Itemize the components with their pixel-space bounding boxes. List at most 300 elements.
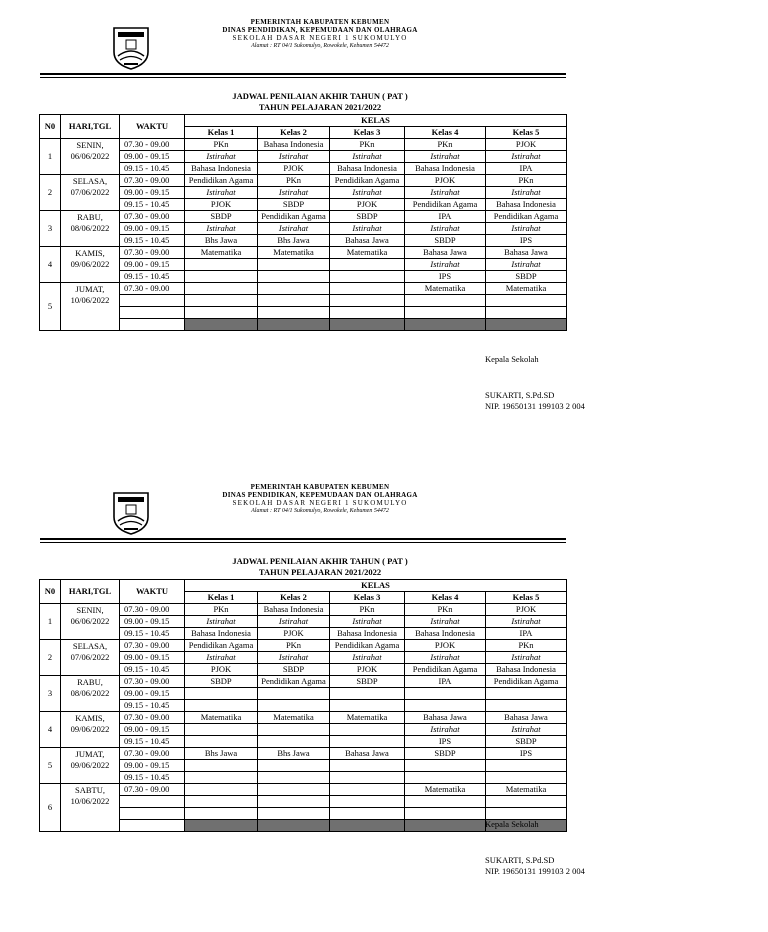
day-date: 10/06/2022: [70, 295, 110, 305]
subject-cell: [185, 688, 258, 700]
time-slot: 09.15 - 10.45: [120, 736, 185, 748]
table-row: [40, 808, 567, 820]
subject-cell: [258, 760, 330, 772]
header-row: [40, 115, 567, 127]
subject-cell: Pendidikan Agama: [486, 676, 567, 688]
time-slot: 09.15 - 10.45: [120, 199, 185, 211]
letterhead-address: Alamat : RT 04/1 Sukomulyo, Rowokele, Kebumen 54472: [251, 43, 389, 49]
subject-cell: [405, 760, 486, 772]
letterhead-rule-thick: [40, 538, 566, 540]
subject-cell: Pendidikan Agama: [330, 175, 405, 187]
subject-cell: SBDP: [330, 211, 405, 223]
signature-block: [485, 855, 585, 877]
day-name: SABTU,: [75, 785, 105, 795]
time-slot: [120, 295, 185, 307]
letterhead-line-1: PEMERINTAH KABUPATEN KEBUMEN: [250, 18, 390, 26]
time-slot: 09.00 - 09.15: [120, 259, 185, 271]
day-date: 08/06/2022: [70, 688, 110, 698]
subject-cell: SBDP: [330, 676, 405, 688]
subject-cell: Pendidikan Agama: [185, 640, 258, 652]
table-row: [40, 163, 567, 175]
day-number: 4: [40, 712, 61, 748]
subject-cell: PKn: [330, 604, 405, 616]
subject-cell: Bahasa Jawa: [405, 712, 486, 724]
time-slot: [120, 796, 185, 808]
subject-cell: PJOK: [258, 628, 330, 640]
time-slot: 09.15 - 10.45: [120, 628, 185, 640]
header-hari-tgl: HARI,TGL: [61, 580, 120, 604]
subject-cell: [405, 772, 486, 784]
subject-cell: Istirahat: [405, 223, 486, 235]
subject-cell: SBDP: [258, 664, 330, 676]
subject-cell: Bhs Jawa: [185, 748, 258, 760]
table-row: [40, 295, 567, 307]
table-row: [40, 652, 567, 664]
subject-cell: Istirahat: [258, 187, 330, 199]
table-row: [40, 211, 567, 223]
subject-cell: [330, 307, 405, 319]
day-name: JUMAT,: [75, 749, 105, 759]
subject-cell: IPS: [486, 748, 567, 760]
subject-cell: [258, 784, 330, 796]
subject-cell: Istirahat: [185, 187, 258, 199]
schedule-subtitle: TAHUN PELAJARAN 2021/2022: [258, 102, 382, 112]
subject-cell: PKn: [185, 139, 258, 151]
day-date: 07/06/2022: [70, 652, 110, 662]
day-number: 2: [40, 640, 61, 676]
letterhead: [200, 483, 440, 515]
subject-cell: [330, 259, 405, 271]
header-kelas-3: Kelas 3: [330, 592, 405, 604]
subject-cell: PKn: [486, 640, 567, 652]
subject-cell: Istirahat: [405, 616, 486, 628]
subject-cell: Bahasa Indonesia: [258, 604, 330, 616]
subject-cell: [330, 271, 405, 283]
table-row: [40, 724, 567, 736]
subject-cell: Bahasa Jawa: [330, 748, 405, 760]
time-slot: 07.30 - 09.00: [120, 748, 185, 760]
subject-cell: Istirahat: [330, 223, 405, 235]
table-row: [40, 199, 567, 211]
subject-cell: Pendidikan Agama: [258, 211, 330, 223]
subject-cell: Bahasa Indonesia: [185, 628, 258, 640]
schedule-title: JADWAL PENILAIAN AKHIR TAHUN ( PAT ): [232, 91, 408, 101]
time-slot: 07.30 - 09.00: [120, 139, 185, 151]
header-kelas-2: Kelas 2: [258, 592, 330, 604]
day-date-cell: [61, 712, 120, 748]
header-kelas-3: Kelas 3: [330, 127, 405, 139]
subject-cell: [258, 796, 330, 808]
header-kelas: KELAS: [185, 580, 567, 592]
subject-cell: [258, 808, 330, 820]
time-slot: 07.30 - 09.00: [120, 175, 185, 187]
subject-cell: Pendidikan Agama: [405, 199, 486, 211]
day-date: 09/06/2022: [70, 259, 110, 269]
subject-cell: Bahasa Jawa: [330, 235, 405, 247]
subject-cell: Istirahat: [486, 652, 567, 664]
day-name: RABU,: [77, 212, 103, 222]
subject-cell: Istirahat: [486, 616, 567, 628]
table-row: [40, 736, 567, 748]
table-row: [40, 223, 567, 235]
schedule-title: JADWAL PENILAIAN AKHIR TAHUN ( PAT ): [232, 556, 408, 566]
subject-cell: [330, 760, 405, 772]
subject-cell: Istirahat: [330, 187, 405, 199]
table-row: [40, 712, 567, 724]
time-slot: 09.00 - 09.15: [120, 151, 185, 163]
subject-cell: Bhs Jawa: [185, 235, 258, 247]
principal-name: SUKARTI, S.Pd.SD: [485, 390, 555, 400]
day-name: SELASA,: [72, 641, 108, 651]
day-date: 06/06/2022: [70, 151, 110, 161]
day-date: 10/06/2022: [70, 796, 110, 806]
subject-cell: Matematika: [185, 247, 258, 259]
signature-role: Kepala Sekolah: [485, 354, 539, 364]
day-number: 5: [40, 283, 61, 331]
subject-cell: Istirahat: [486, 151, 567, 163]
subject-cell: Istirahat: [185, 652, 258, 664]
table-row: [40, 796, 567, 808]
table-row: [40, 604, 567, 616]
letterhead-line-2: DINAS PENDIDIKAN, KEPEMUDAAN DAN OLAHRAGA: [222, 491, 418, 499]
subject-cell: Bahasa Indonesia: [405, 163, 486, 175]
time-slot: 09.15 - 10.45: [120, 664, 185, 676]
day-number: 5: [40, 748, 61, 784]
time-slot: 07.30 - 09.00: [120, 247, 185, 259]
subject-cell: Matematika: [258, 247, 330, 259]
subject-cell: SBDP: [405, 235, 486, 247]
subject-cell: [185, 307, 258, 319]
subject-cell: IPA: [486, 163, 567, 175]
subject-cell: PKn: [405, 139, 486, 151]
subject-cell: [330, 688, 405, 700]
subject-cell: [486, 808, 567, 820]
day-number: 1: [40, 604, 61, 640]
subject-cell: Istirahat: [330, 151, 405, 163]
time-slot: 07.30 - 09.00: [120, 640, 185, 652]
subject-cell: [258, 283, 330, 295]
header-no: N0: [40, 115, 61, 139]
subject-cell: Istirahat: [486, 187, 567, 199]
day-name: KAMIS,: [75, 713, 105, 723]
day-name: SELASA,: [72, 176, 108, 186]
subject-cell: [258, 724, 330, 736]
subject-cell: PJOK: [486, 139, 567, 151]
subject-cell: [258, 736, 330, 748]
day-date: 06/06/2022: [70, 616, 110, 626]
subject-cell: [185, 271, 258, 283]
subject-cell: Matematika: [486, 784, 567, 796]
header-kelas-4: Kelas 4: [405, 127, 486, 139]
subject-cell: [185, 724, 258, 736]
subject-cell: Bahasa Jawa: [486, 247, 567, 259]
time-slot: 09.00 - 09.15: [120, 688, 185, 700]
letterhead-rule-thin: [40, 77, 566, 78]
subject-cell: [486, 319, 567, 331]
subject-cell: Istirahat: [258, 652, 330, 664]
subject-cell: Matematika: [330, 247, 405, 259]
subject-cell: Matematika: [258, 712, 330, 724]
table-row: [40, 760, 567, 772]
day-date: 09/06/2022: [70, 760, 110, 770]
table-row: [40, 688, 567, 700]
day-date-cell: [61, 784, 120, 832]
day-date-cell: [61, 175, 120, 211]
header-waktu: WAKTU: [120, 115, 185, 139]
subject-cell: Istirahat: [486, 259, 567, 271]
subject-cell: Istirahat: [486, 724, 567, 736]
time-slot: 09.15 - 10.45: [120, 235, 185, 247]
subject-cell: Bahasa Jawa: [405, 247, 486, 259]
subject-cell: PJOK: [330, 664, 405, 676]
day-date-cell: [61, 748, 120, 784]
table-row: [40, 616, 567, 628]
subject-cell: [486, 688, 567, 700]
subject-cell: [330, 820, 405, 832]
header-row: [40, 580, 567, 592]
header-kelas: KELAS: [185, 115, 567, 127]
time-slot: 09.15 - 10.45: [120, 163, 185, 175]
table-row: [40, 748, 567, 760]
subject-cell: Istirahat: [185, 151, 258, 163]
header-no: N0: [40, 580, 61, 604]
time-slot: 09.15 - 10.45: [120, 772, 185, 784]
time-slot: 09.00 - 09.15: [120, 616, 185, 628]
schedule-table: [39, 114, 567, 331]
header-waktu: WAKTU: [120, 580, 185, 604]
subject-cell: Bahasa Jawa: [486, 712, 567, 724]
subject-cell: [486, 307, 567, 319]
subject-cell: SBDP: [258, 199, 330, 211]
principal-nip: NIP. 19650131 199103 2 004: [485, 401, 585, 411]
time-slot: 07.30 - 09.00: [120, 676, 185, 688]
subject-cell: PJOK: [330, 199, 405, 211]
subject-cell: Matematika: [486, 283, 567, 295]
subject-cell: [258, 271, 330, 283]
subject-cell: [405, 796, 486, 808]
day-date: 07/06/2022: [70, 187, 110, 197]
subject-cell: PKn: [185, 604, 258, 616]
header-kelas-4: Kelas 4: [405, 592, 486, 604]
schedule-table: [39, 579, 567, 832]
signature-role: Kepala Sekolah: [485, 819, 539, 829]
subject-cell: Istirahat: [486, 223, 567, 235]
day-name: KAMIS,: [75, 248, 105, 258]
table-row: [40, 700, 567, 712]
subject-cell: [258, 700, 330, 712]
subject-cell: [330, 808, 405, 820]
subject-cell: [185, 295, 258, 307]
subject-cell: [486, 760, 567, 772]
subject-cell: [486, 772, 567, 784]
table-row: [40, 283, 567, 295]
table-row: [40, 175, 567, 187]
subject-cell: Pendidikan Agama: [330, 640, 405, 652]
subject-cell: Bahasa Indonesia: [330, 628, 405, 640]
day-name: JUMAT,: [75, 284, 105, 294]
subject-cell: PJOK: [486, 604, 567, 616]
subject-cell: Istirahat: [405, 724, 486, 736]
subject-cell: [258, 772, 330, 784]
time-slot: 07.30 - 09.00: [120, 712, 185, 724]
time-slot: 09.00 - 09.15: [120, 187, 185, 199]
subject-cell: [405, 820, 486, 832]
subject-cell: PJOK: [185, 664, 258, 676]
subject-cell: [258, 307, 330, 319]
time-slot: 09.00 - 09.15: [120, 652, 185, 664]
header-kelas-1: Kelas 1: [185, 127, 258, 139]
subject-cell: Istirahat: [405, 151, 486, 163]
table-row: [40, 187, 567, 199]
header-kelas-5: Kelas 5: [486, 127, 567, 139]
kebumen-emblem-icon: [112, 26, 150, 70]
principal-name: SUKARTI, S.Pd.SD: [485, 855, 555, 865]
subject-cell: Bhs Jawa: [258, 748, 330, 760]
subject-cell: Pendidikan Agama: [486, 211, 567, 223]
table-row: [40, 319, 567, 331]
letterhead: [200, 18, 440, 50]
subject-cell: Pendidikan Agama: [405, 664, 486, 676]
letterhead-rule-thin: [40, 542, 566, 543]
subject-cell: PJOK: [258, 163, 330, 175]
day-date-cell: [61, 604, 120, 640]
subject-cell: [405, 700, 486, 712]
subject-cell: [185, 283, 258, 295]
subject-cell: [330, 724, 405, 736]
subject-cell: [185, 760, 258, 772]
subject-cell: [330, 736, 405, 748]
subject-cell: [258, 820, 330, 832]
subject-cell: Bahasa Indonesia: [185, 163, 258, 175]
subject-cell: Pendidikan Agama: [185, 175, 258, 187]
day-number: 3: [40, 676, 61, 712]
table-row: [40, 307, 567, 319]
subject-cell: [185, 700, 258, 712]
time-slot: 07.30 - 09.00: [120, 211, 185, 223]
day-date-cell: [61, 283, 120, 331]
letterhead-line-2: DINAS PENDIDIKAN, KEPEMUDAAN DAN OLAHRAGA: [222, 26, 418, 34]
subject-cell: Pendidikan Agama: [258, 676, 330, 688]
table-row: [40, 139, 567, 151]
subject-cell: Matematika: [185, 712, 258, 724]
subject-cell: Matematika: [330, 712, 405, 724]
subject-cell: SBDP: [405, 748, 486, 760]
day-date: 08/06/2022: [70, 223, 110, 233]
time-slot: [120, 319, 185, 331]
letterhead-school-name: SEKOLAH DASAR NEGERI 1 SUKOMULYO: [232, 34, 408, 42]
day-date: 09/06/2022: [70, 724, 110, 734]
day-number: 3: [40, 211, 61, 247]
table-row: [40, 235, 567, 247]
table-row: [40, 676, 567, 688]
day-name: RABU,: [77, 677, 103, 687]
subject-cell: PKn: [258, 640, 330, 652]
subject-cell: [185, 808, 258, 820]
day-date-cell: [61, 640, 120, 676]
subject-cell: [330, 283, 405, 295]
subject-cell: Istirahat: [330, 652, 405, 664]
subject-cell: [330, 295, 405, 307]
subject-cell: IPA: [405, 211, 486, 223]
subject-cell: Istirahat: [258, 151, 330, 163]
subject-cell: SBDP: [486, 271, 567, 283]
day-number: 1: [40, 139, 61, 175]
subject-cell: PKn: [258, 175, 330, 187]
day-date-cell: [61, 676, 120, 712]
subject-cell: Istirahat: [405, 187, 486, 199]
subject-cell: PJOK: [405, 640, 486, 652]
time-slot: 09.15 - 10.45: [120, 700, 185, 712]
letterhead-rule-thick: [40, 73, 566, 75]
subject-cell: Bahasa Indonesia: [405, 628, 486, 640]
subject-cell: [258, 259, 330, 271]
day-number: 4: [40, 247, 61, 283]
subject-cell: [405, 307, 486, 319]
day-name: SENIN,: [76, 140, 104, 150]
time-slot: 07.30 - 09.00: [120, 283, 185, 295]
signature-block: [485, 390, 585, 412]
subject-cell: [258, 688, 330, 700]
subject-cell: IPA: [486, 628, 567, 640]
day-date-cell: [61, 211, 120, 247]
subject-cell: [405, 808, 486, 820]
subject-cell: Bhs Jawa: [258, 235, 330, 247]
time-slot: 07.30 - 09.00: [120, 604, 185, 616]
subject-cell: Istirahat: [185, 223, 258, 235]
subject-cell: [486, 796, 567, 808]
subject-cell: [258, 319, 330, 331]
subject-cell: PJOK: [405, 175, 486, 187]
subject-cell: Istirahat: [330, 616, 405, 628]
subject-cell: PKn: [405, 604, 486, 616]
subject-cell: [330, 784, 405, 796]
subject-cell: [330, 796, 405, 808]
subject-cell: [185, 772, 258, 784]
time-slot: 09.15 - 10.45: [120, 271, 185, 283]
time-slot: 07.30 - 09.00: [120, 784, 185, 796]
subject-cell: [486, 700, 567, 712]
time-slot: 09.00 - 09.15: [120, 760, 185, 772]
subject-cell: IPA: [405, 676, 486, 688]
subject-cell: [405, 295, 486, 307]
schedule-subtitle: TAHUN PELAJARAN 2021/2022: [258, 567, 382, 577]
subject-cell: [185, 784, 258, 796]
letterhead-school-name: SEKOLAH DASAR NEGERI 1 SUKOMULYO: [232, 499, 408, 507]
subject-cell: Matematika: [405, 784, 486, 796]
subject-cell: [258, 295, 330, 307]
header-kelas-1: Kelas 1: [185, 592, 258, 604]
letterhead-line-1: PEMERINTAH KABUPATEN KEBUMEN: [250, 483, 390, 491]
subject-cell: IPS: [405, 271, 486, 283]
table-row: [40, 247, 567, 259]
table-row: [40, 784, 567, 796]
subject-cell: [330, 700, 405, 712]
subject-cell: PKn: [486, 175, 567, 187]
subject-cell: Istirahat: [258, 223, 330, 235]
subject-cell: [486, 295, 567, 307]
subject-cell: [405, 688, 486, 700]
table-row: [40, 628, 567, 640]
subject-cell: [405, 319, 486, 331]
time-slot: 09.00 - 09.15: [120, 223, 185, 235]
time-slot: [120, 808, 185, 820]
subject-cell: [185, 796, 258, 808]
table-row: [40, 664, 567, 676]
table-row: [40, 772, 567, 784]
time-slot: [120, 820, 185, 832]
subject-cell: PKn: [330, 139, 405, 151]
table-row: [40, 271, 567, 283]
